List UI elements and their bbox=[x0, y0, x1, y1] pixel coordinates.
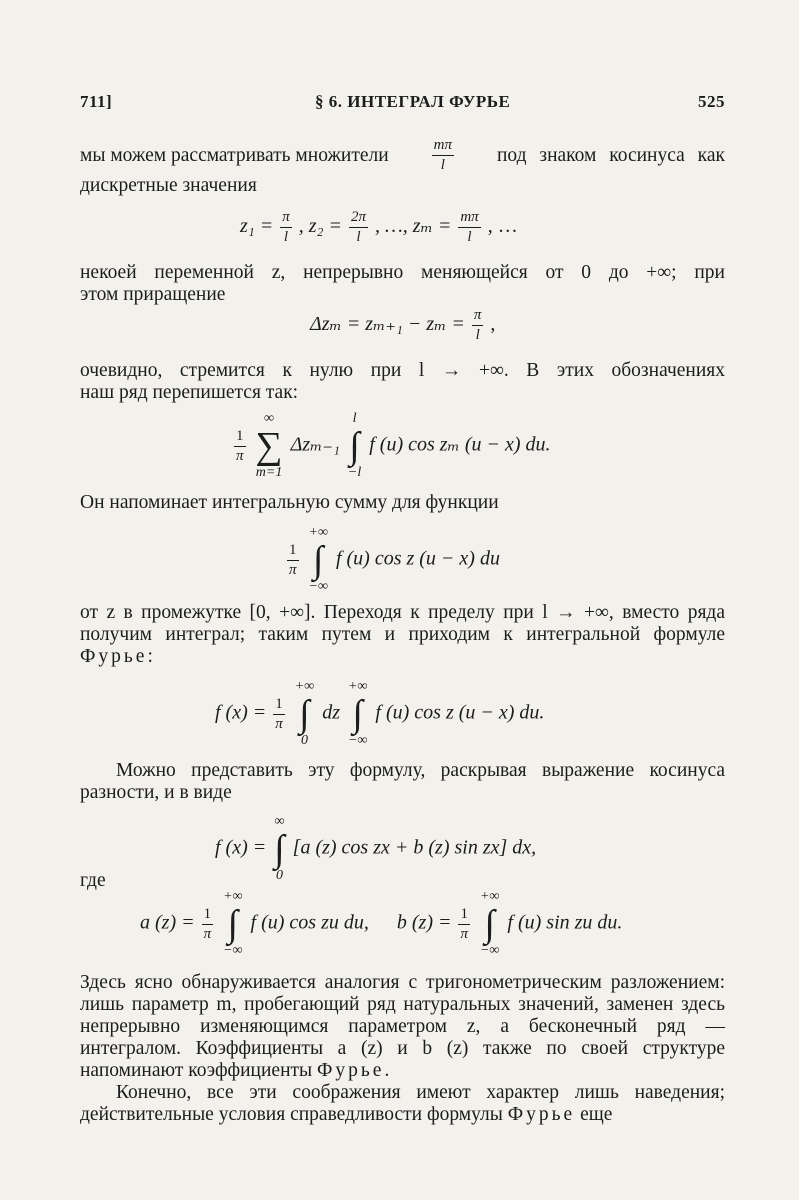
eq7-a-num: 1 bbox=[202, 907, 214, 925]
eq1-f1-den: l bbox=[283, 229, 289, 245]
p6-text: Можно представить эту формулу, раскрывая выражение косинуса разности, и в виде bbox=[80, 760, 725, 803]
equation-7 bbox=[140, 890, 622, 958]
eq1-f3-den: l bbox=[467, 229, 472, 245]
integral-symbol: ∫ bbox=[484, 903, 495, 945]
eq3-mid: Δzₘ₋₁ bbox=[290, 433, 340, 456]
p8-name: Фурье bbox=[507, 1104, 576, 1125]
eq4-integral bbox=[309, 526, 328, 594]
integral-symbol: ∫ bbox=[299, 693, 310, 735]
p3-line1: очевидно, стремится к нулю при l → +∞. В этих обозначениях bbox=[80, 360, 725, 381]
eq7-a-frac bbox=[202, 907, 214, 942]
eq1-f1-num: π bbox=[280, 210, 292, 228]
eq7-a-tail: f (u) cos zu du, bbox=[250, 911, 369, 934]
eq7-b-integral bbox=[480, 890, 499, 958]
eq7-a-lower: −∞ bbox=[223, 943, 243, 958]
eq5-integral-2 bbox=[348, 680, 367, 748]
eq7-a-den: π bbox=[203, 925, 212, 942]
eq5-tail: f (u) cos z (u − x) du. bbox=[375, 701, 545, 724]
p7-text: Здесь ясно обнаруживается аналогия с тригонометрическим разложением: лишь параметр m, пробегающий ряд натуральных значений, заменен здесь непрерывно изменяющимся параметром z, а бесконечный ряд — интегралом. Коэффициенты a (z) и b (z) также по своей структуре напоминают коэффициенты bbox=[80, 972, 725, 1081]
eq4-int-upper: +∞ bbox=[308, 525, 328, 540]
integral-symbol: ∫ bbox=[349, 425, 360, 467]
p7-name: Фурье bbox=[317, 1060, 385, 1081]
eq6-lhs: f (x) = bbox=[215, 836, 267, 859]
p4-line1: Он напоминает интегральную сумму для функции bbox=[80, 492, 499, 513]
eq4-frac bbox=[287, 543, 299, 578]
eq7-b-tail: f (u) sin zu du. bbox=[507, 911, 623, 934]
eq2-num: π bbox=[472, 308, 484, 326]
paragraph-6 bbox=[80, 760, 725, 804]
eq1-frac-1 bbox=[280, 210, 292, 245]
eq5-num: 1 bbox=[273, 697, 285, 715]
eq5-lhs: f (x) = bbox=[215, 701, 267, 724]
p8-text: Конечно, все эти соображения имеют характер лишь наведения; действительные условия справедливости формулы bbox=[80, 1082, 725, 1125]
eq6-int-lower: 0 bbox=[275, 868, 283, 883]
eq3-int-lower: −l bbox=[347, 465, 362, 480]
eq1-frac-3 bbox=[458, 210, 480, 245]
paragraph-8 bbox=[80, 1082, 725, 1126]
eq5-i2-lower: −∞ bbox=[347, 733, 368, 748]
p5-text: от z в промежутке [0, +∞]. Переходя к пределу при l → +∞, вместо ряда получим интеграл; таким путем и приходим к интегральной формуле bbox=[80, 602, 725, 645]
p2-line1: некоей переменной z, непрерывно меняющейся от 0 до +∞; при bbox=[80, 262, 725, 283]
integral-symbol: ∫ bbox=[227, 903, 239, 945]
equation-3 bbox=[232, 412, 551, 480]
eq2-tail: , bbox=[490, 313, 496, 336]
eq3-tail: f (u) cos zₘ (u − x) du. bbox=[369, 433, 551, 456]
p5-end: : bbox=[147, 646, 153, 667]
p7-end: . bbox=[384, 1060, 390, 1081]
equation-4 bbox=[285, 526, 500, 594]
p1-text-a: мы можем рассматривать множители bbox=[80, 144, 389, 166]
eq4-int-lower: −∞ bbox=[308, 579, 328, 594]
equation-2 bbox=[310, 308, 495, 343]
eq2-frac bbox=[472, 308, 484, 343]
integral-symbol: ∫ bbox=[352, 693, 363, 735]
eq3-num: 1 bbox=[234, 429, 246, 447]
paragraph-7 bbox=[80, 972, 725, 1082]
eq1-tail: , … bbox=[487, 215, 518, 238]
integral-symbol: ∫ bbox=[313, 539, 324, 581]
p5-name: Фурье bbox=[80, 646, 148, 667]
eq1-frac-2 bbox=[349, 210, 368, 245]
equation-5 bbox=[215, 680, 544, 748]
integral-symbol: ∫ bbox=[274, 828, 285, 870]
p2-line2: этом приращение bbox=[80, 284, 226, 305]
eq4-den: π bbox=[288, 561, 297, 578]
eq7-b-lower: −∞ bbox=[479, 943, 500, 958]
eq1-f2-num: 2π bbox=[349, 210, 368, 228]
p8-end: еще bbox=[580, 1104, 613, 1125]
eq1-f3-num: mπ bbox=[458, 210, 480, 228]
paragraph-1 bbox=[80, 138, 725, 197]
where-label: где bbox=[80, 870, 106, 891]
p1-frac-den: l bbox=[440, 157, 445, 173]
running-head: § 6. ИНТЕГРАЛ ФУРЬЕ bbox=[315, 92, 511, 111]
eq3-sum bbox=[256, 412, 283, 480]
paragraph-5 bbox=[80, 602, 725, 668]
eq7-b-num: 1 bbox=[458, 907, 470, 925]
p1-text-b: под знаком косинуса как bbox=[496, 144, 725, 166]
eq1-f2-den: l bbox=[356, 229, 361, 245]
eq7-b-lhs: b (z) = bbox=[396, 911, 452, 934]
paragraph-2 bbox=[80, 262, 725, 306]
paragraph-4 bbox=[80, 492, 725, 514]
eq7-b-upper: +∞ bbox=[479, 889, 500, 904]
eq5-frac bbox=[273, 697, 285, 732]
eq1-zm: , …, zₘ = bbox=[375, 215, 452, 238]
eq7-b-den: π bbox=[460, 925, 468, 942]
eq3-integral bbox=[348, 412, 361, 480]
eq3-sum-upper: ∞ bbox=[264, 411, 275, 426]
eq1-z1: z₁ = bbox=[240, 215, 274, 238]
eq3-int-upper: l bbox=[352, 411, 357, 426]
eq5-i2-upper: +∞ bbox=[347, 679, 368, 694]
eq5-i1-upper: +∞ bbox=[294, 679, 315, 694]
eq3-den: π bbox=[235, 447, 244, 464]
eq5-integral-1 bbox=[295, 680, 314, 748]
eq5-den: π bbox=[275, 715, 283, 732]
p1-line2: дискретные значения bbox=[80, 175, 257, 196]
paragraph-3 bbox=[80, 360, 725, 404]
eq6-int-upper: ∞ bbox=[274, 814, 285, 829]
eq4-num: 1 bbox=[287, 543, 299, 561]
eq7-a-upper: +∞ bbox=[223, 889, 243, 904]
eq5-mid: dz bbox=[322, 701, 340, 724]
eq7-b-frac bbox=[458, 907, 470, 942]
eq5-i1-lower: 0 bbox=[300, 733, 308, 748]
equation-1 bbox=[240, 210, 518, 245]
eq7-a-integral bbox=[223, 890, 242, 958]
section-number: 711] bbox=[80, 92, 113, 111]
eq2-den: l bbox=[475, 327, 480, 343]
page-number: 525 bbox=[698, 92, 725, 111]
eq7-a-lhs: a (z) = bbox=[140, 911, 195, 934]
eq6-tail: [a (z) cos zx + b (z) sin zx] dx, bbox=[292, 836, 537, 859]
p3-line2: наш ряд перепишется так: bbox=[80, 382, 299, 403]
p1-frac-num: mπ bbox=[432, 138, 454, 156]
p1-fraction bbox=[432, 138, 454, 173]
sum-symbol: ∑ bbox=[255, 425, 283, 467]
eq1-z2: , z₂ = bbox=[298, 215, 342, 238]
eq2-lhs: Δzₘ = zₘ₊₁ − zₘ = bbox=[310, 313, 465, 336]
eq3-frac bbox=[234, 429, 246, 464]
eq3-sum-lower: m=1 bbox=[255, 465, 283, 480]
eq4-tail: f (u) cos z (u − x) du bbox=[335, 547, 500, 570]
